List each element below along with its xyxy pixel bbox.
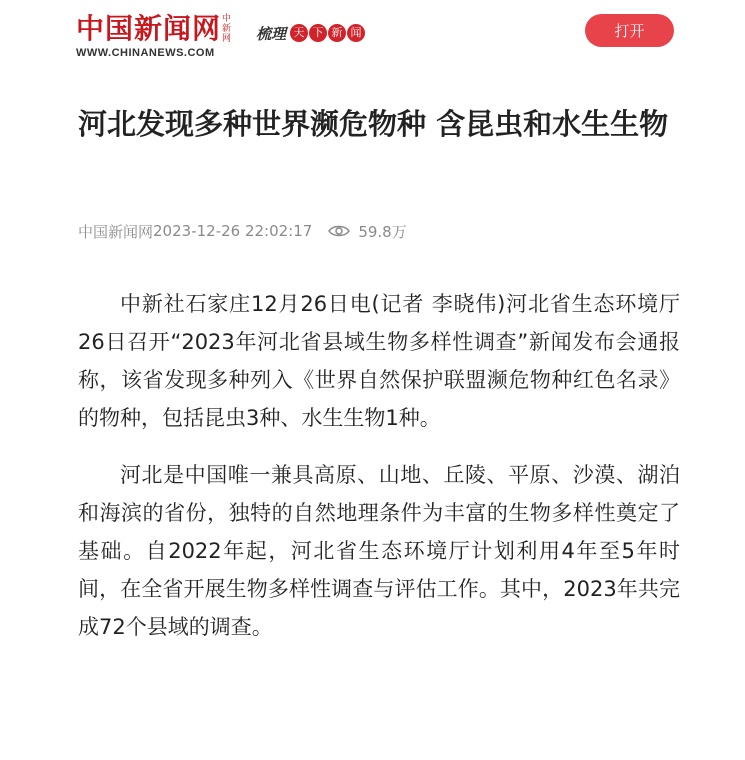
- slogan-seal: 天: [290, 24, 308, 42]
- logo-url: WWW.CHINANEWS.COM: [76, 47, 215, 59]
- open-app-button[interactable]: 打开: [585, 14, 674, 47]
- slogan-seal: 新: [328, 24, 346, 42]
- article-datetime: 2023-12-26 22:02:17: [153, 222, 313, 240]
- slogan-seal: 闻: [347, 24, 365, 42]
- article-body: [78, 285, 680, 665]
- article-meta: [78, 219, 407, 243]
- slogan-seal: 下: [309, 24, 327, 42]
- article-paragraph: 河北是中国唯一兼具高原、山地、丘陵、平原、沙漠、湖泊和海滨的省份，独特的自然地理条件为丰富的生物多样性奠定了基础。自2022年起，河北省生态环境厅计划利用4年至5年时间，在全省开展生物多样性调查与评估工作。其中，2023年共完成72个县域的调查。: [78, 463, 680, 639]
- chinanews-logo[interactable]: [76, 12, 236, 62]
- slogan-lead: 梳理: [256, 24, 287, 43]
- logo-side-text: 中新网: [222, 14, 232, 44]
- top-bar: [0, 0, 745, 64]
- article-title: 河北发现多种世界濒危物种 含昆虫和水生生物: [78, 107, 669, 141]
- view-count: 59.8万: [358, 222, 407, 241]
- logo-text: 中国新闻网: [76, 12, 222, 45]
- article-source: 中国新闻网: [78, 222, 154, 241]
- slogan: [256, 20, 365, 46]
- eye-icon: [328, 224, 350, 238]
- article-paragraph: 中新社石家庄12月26日电(记者 李晓伟)河北省生态环境厅26日召开“2023年河北省县域生物多样性调查”新闻发布会通报称，该省发现多种列入《世界自然保护联盟濒危物种红色名录》的物种，包括昆虫3种、水生生物1种。: [78, 292, 680, 430]
